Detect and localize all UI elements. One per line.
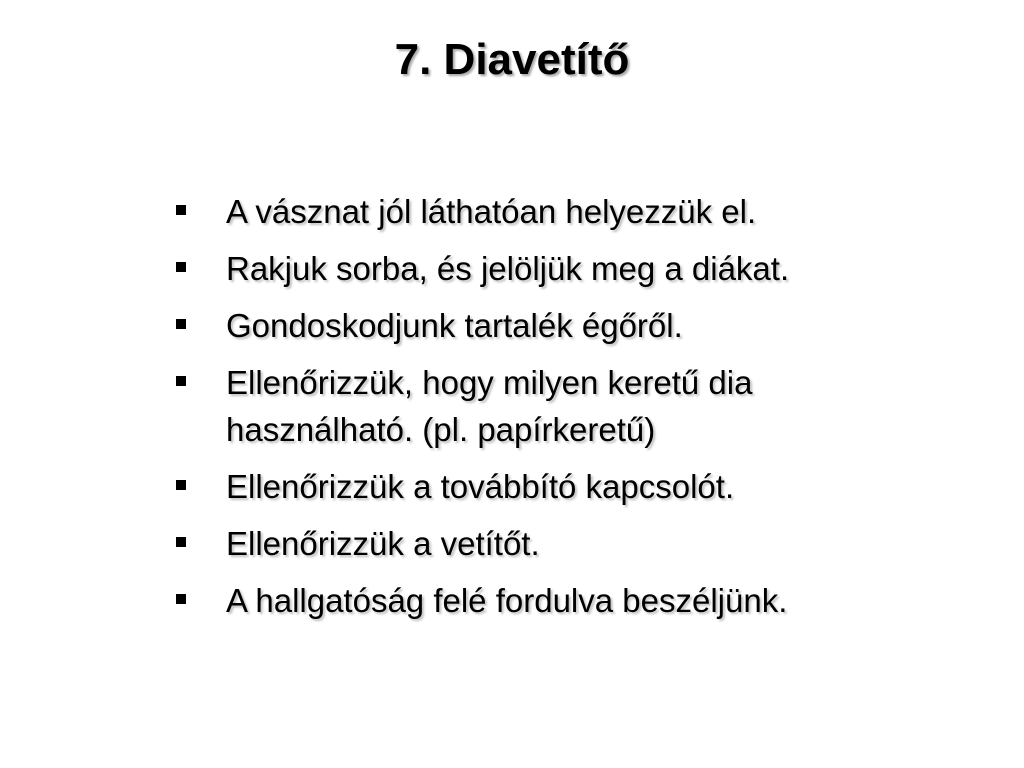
square-bullet-icon <box>176 594 186 604</box>
bullet-item <box>172 520 932 567</box>
square-bullet-icon <box>176 537 186 547</box>
square-bullet-icon <box>176 205 186 215</box>
bullet-text: Ellenőrizzük a vetítőt. <box>226 525 540 562</box>
bullet-list <box>172 188 932 634</box>
bullet-item <box>172 302 932 349</box>
bullet-text: Rakjuk sorba, és jelöljük meg a diákat. <box>226 250 790 287</box>
square-bullet-icon <box>176 480 186 490</box>
bullet-item <box>172 359 932 453</box>
bullet-text: A vásznat jól láthatóan helyezzük el. <box>226 193 757 230</box>
square-bullet-icon <box>176 319 186 329</box>
bullet-item <box>172 577 932 624</box>
bullet-text: Ellenőrizzük a továbbító kapcsolót. <box>226 468 735 505</box>
bullet-text: Ellenőrizzük, hogy milyen keretű dia használható. (pl. papírkeretű) <box>226 364 753 448</box>
bullet-text: Gondoskodjunk tartalék égőről. <box>226 307 683 344</box>
slide-title: 7. Diavetítő <box>394 35 630 84</box>
bullet-item <box>172 463 932 510</box>
bullet-text: A hallgatóság felé fordulva beszéljünk. <box>226 582 788 619</box>
square-bullet-icon <box>176 262 186 272</box>
square-bullet-icon <box>176 376 186 386</box>
bullet-item <box>172 245 932 292</box>
bullet-item <box>172 188 932 235</box>
